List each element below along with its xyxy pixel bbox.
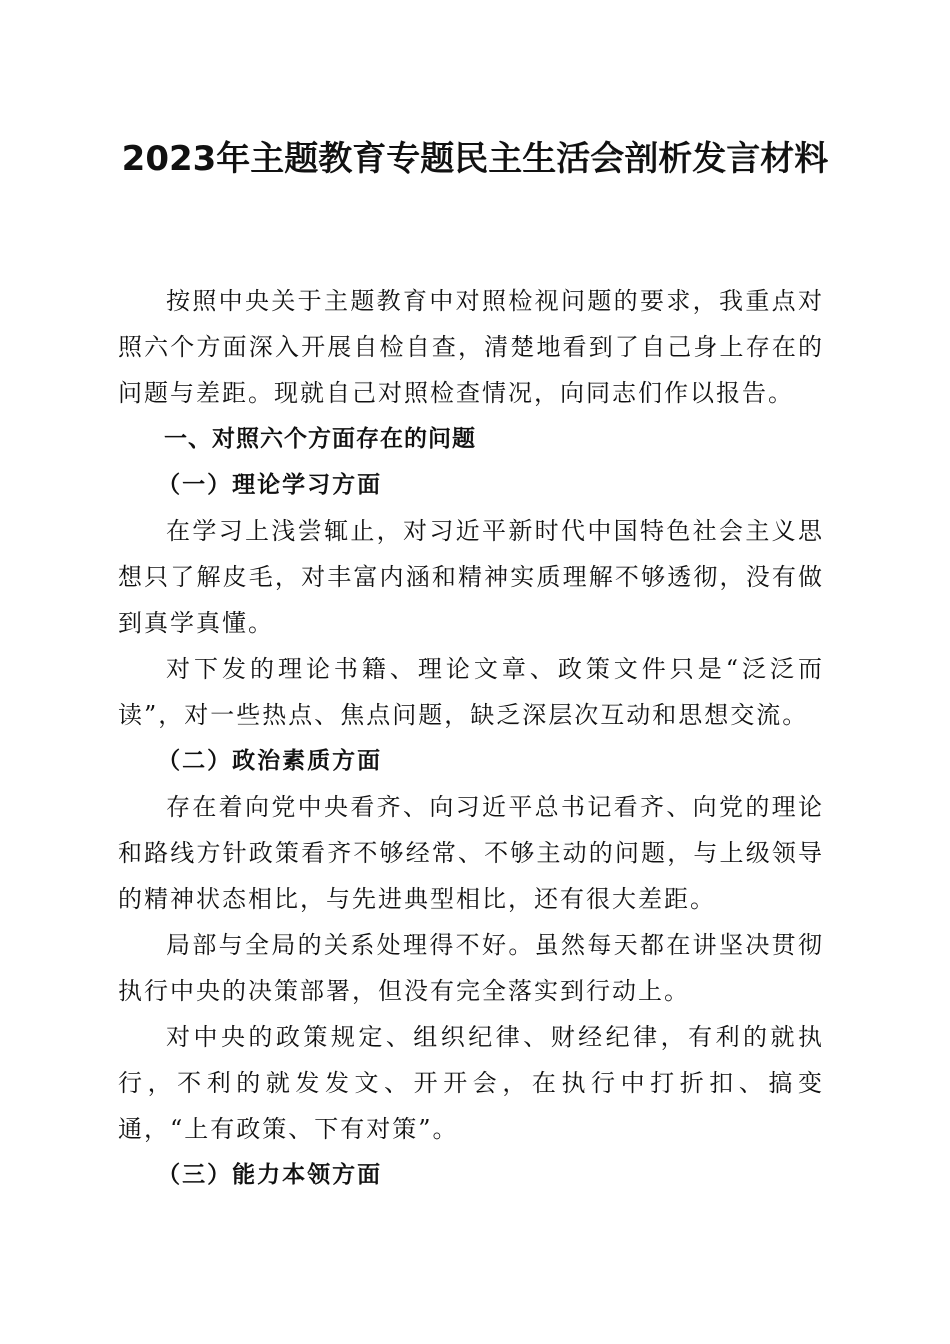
subsection-heading-ability: （三）能力本领方面 xyxy=(157,1161,383,1188)
section-heading-1: 一、对照六个方面存在的问题 xyxy=(164,426,476,452)
paragraph-politics-3: 对中央的政策规定、组织纪律、财经纪律，有利的就执行，不利的就发发文、开开会，在执行中打折扣、搞变通，“上有政策、下有对策”。 xyxy=(118,1023,824,1143)
paragraph-theory-1: 在学习上浅尝辄止，对习近平新时代中国特色社会主义思想只了解皮毛，对丰富内涵和精神实质理解不够透彻，没有做到真学真懂。 xyxy=(118,517,824,637)
subsection-heading-theory: （一）理论学习方面 xyxy=(157,471,383,498)
paragraph-theory-2: 对下发的理论书籍、理论文章、政策文件只是“泛泛而读”，对一些热点、焦点问题，缺乏深层次互动和思想交流。 xyxy=(118,655,824,729)
document-title: 2023年主题教育专题民主生活会剖析发言材料 xyxy=(121,139,829,179)
paragraph-politics-2: 局部与全局的关系处理得不好。虽然每天都在讲坚决贯彻执行中央的决策部署，但没有完全落实到行动上。 xyxy=(118,931,824,1005)
subsection-heading-politics: （二）政治素质方面 xyxy=(157,747,383,774)
intro-paragraph: 按照中央关于主题教育中对照检视问题的要求，我重点对照六个方面深入开展自检自查，清楚地看到了自己身上存在的问题与差距。现就自己对照检查情况，向同志们作以报告。 xyxy=(118,287,824,407)
paragraph-politics-1: 存在着向党中央看齐、向习近平总书记看齐、向党的理论和路线方针政策看齐不够经常、不够主动的问题，与上级领导的精神状态相比，与先进典型相比，还有很大差距。 xyxy=(118,793,824,913)
document-body xyxy=(118,278,824,1198)
